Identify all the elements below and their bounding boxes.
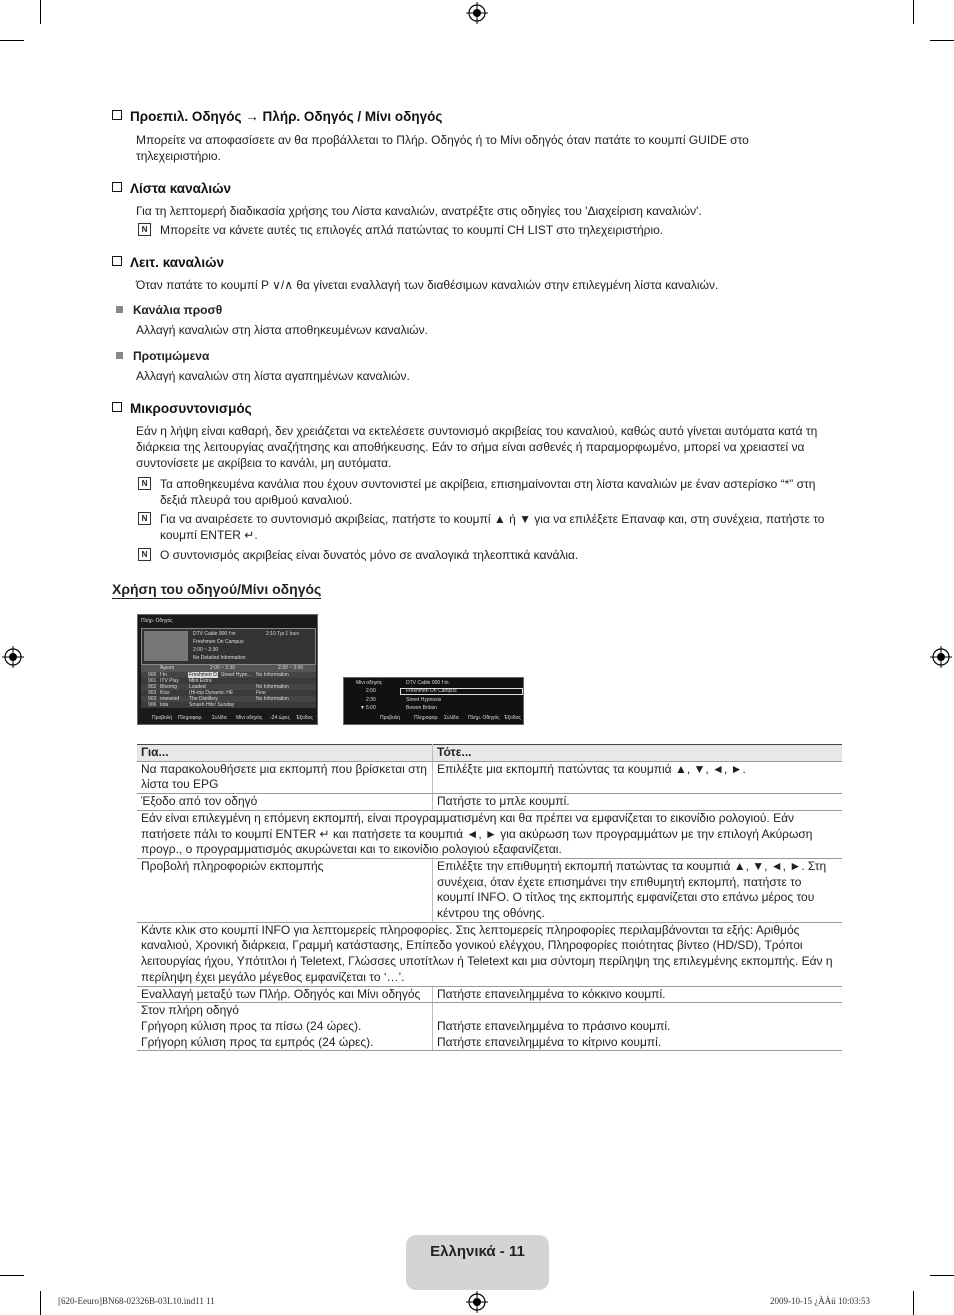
subitem-desc: Αλλαγή καναλιών στη λίστα αποθηκευμένων καναλιών. (136, 323, 428, 337)
mini-guide-footer-item[interactable]: Σελίδα (444, 715, 459, 721)
table-cell: Εναλλαγή μεταξύ των Πλήρ. Οδηγός και Μίνι οδηγός (137, 986, 433, 1003)
guide-row-prog: The Distillery (189, 696, 218, 702)
guide-row-prog: Fine (256, 690, 266, 696)
guide-row-name: ITV Play (160, 678, 179, 684)
registration-mark-icon (2, 646, 24, 668)
full-guide-footer-item[interactable]: Προβολή (152, 715, 173, 721)
subitem-label: Προτιμώμενα (116, 349, 209, 363)
guide-row-num: 903 (148, 690, 157, 696)
mini-guide-screenshot (343, 677, 524, 725)
table-row (137, 1003, 842, 1051)
full-guide-col-time: 2:30 ~ 3:00 (278, 665, 304, 671)
crop-mark (40, 1291, 41, 1315)
mini-guide-footer-item[interactable]: Έξοδος (504, 715, 521, 721)
mini-guide-footer-item[interactable]: Προβολή (380, 715, 401, 721)
section-title-channel-mode: Λειτ. καναλιών (112, 255, 224, 270)
mini-guide-footer-item[interactable]: Πλήρ. Οδηγός (468, 715, 500, 721)
crop-mark (40, 0, 41, 24)
crop-mark (913, 0, 914, 24)
guide-row-name: bda (160, 702, 169, 708)
section-text-channel-list: Για τη λεπτομερή διαδικασία χρήσης του Λίστα καναλιών, ανατρέξτε στις οδηγίες του 'Διαχείριση καναλιών'. (136, 204, 702, 218)
mini-guide-header: Μίνι οδηγός (356, 680, 383, 686)
section-text-guide: Μπορείτε να αποφασίσετε αν θα προβάλλεται το Πλήρ. Οδηγός ή το Μίνι οδηγός όταν πατάτε το κουμπί GUIDE στο τηλεχειριστήριο. (136, 133, 749, 163)
subitem-desc: Αλλαγή καναλιών στη λίστα αγαπημένων καναλιών. (136, 369, 410, 383)
table-cell: Επιλέξτε την επιθυμητή εκπομπή πατώντας τα κουμπιά ▲, ▼, ◄, ►. Στη συνέχεια, όταν έχετε επισημάνει την επιθυμητή εκπομπή, πατήστε το κουμπί INFO. Ο τίτλος της εκπομπής εμφανίζεται στο επάνω μέρος του κέντρου της οθόνης. (433, 858, 843, 922)
table-cell-line: Πατήστε επανειλημμένα το κίτρινο κουμπί. (437, 1034, 662, 1049)
guide-row-prog: No Information (256, 684, 289, 690)
crop-mark (913, 1291, 914, 1315)
table-cell: Προβολή πληροφοριών εκπομπής (137, 858, 433, 922)
guide-row-num: 903 (148, 696, 157, 702)
mini-guide-footer-item[interactable]: Πληροφορ. (414, 715, 439, 721)
table-cell-line: Πατήστε επανειλημμένα το πράσινο κουμπί. (437, 1018, 671, 1033)
table-cell: Να παρακολουθήσετε μια εκπομπή που βρίσκεται στη λίστα του EPG (137, 761, 433, 793)
section-title-fine-tune: Μικροσυντονισμός (112, 401, 252, 416)
full-guide-footer-item[interactable]: Σελίδα (212, 715, 227, 721)
table-cell: Πατήστε επανειλημμένα το κόκκινο κουμπί. (433, 986, 843, 1003)
mini-guide-time: 5:00 (366, 705, 376, 711)
guide-row-num: 906 (148, 702, 157, 708)
guide-row-num: 900 (148, 672, 157, 678)
table-cell: Εάν είναι επιλεγμένη η επόμενη εκπομπή, είναι προγραμματισμένη και θα πρέπει να εμφανίζεται το εικονίδιο ρολογιού. Εάν πατήσετε πάλι το κουμπί ENTER ↵ και πατήσετε τα κουμπιά ◄, ► για ακύρωση των προγραμμάτων με την επιλογή Ακύρωση προγρ., ο προγραμματισμός ακυρώνεται και το εικονίδιο ρολογιού εξαφανίζεται. (137, 810, 842, 858)
subitem-label: Κανάλια προσθ (116, 303, 222, 317)
guide-row-num: 901 (148, 678, 157, 684)
note-fine-tune: N Για να αναιρέσετε το συντονισμό ακριβείας, πατήστε το κουμπί ▲ ή ▼ για να επιλέξετε Επαναφ και, στη συνέχεια, πατήστε το κουμπί ENTER ↵. (136, 511, 836, 543)
full-guide-time: 2:10 Τρι 1 Ιουν (266, 631, 300, 637)
crop-mark (930, 1275, 954, 1276)
mini-guide-time: 2:30 (366, 697, 376, 703)
table-row (137, 858, 842, 922)
guide-row-prog: Street Hypn... (221, 672, 252, 678)
note-icon: N (138, 512, 151, 525)
guide-row-prog: Smash Hits! Sunday (189, 702, 235, 708)
table-row (137, 986, 842, 1003)
registration-mark-icon (466, 2, 488, 24)
table-cell: Πατήστε το μπλε κουμπί. (433, 794, 843, 811)
section-title-guide: Προεπιλ. Οδηγός → Πλήρ. Οδηγός / Μίνι οδηγός (112, 109, 442, 124)
print-date-info: 2009-10-15 ¿ÀÀü 10:03:53 (770, 1296, 870, 1306)
guide-row-prog: Freshmen O... (189, 672, 221, 678)
table-row (137, 794, 842, 811)
table-row (137, 761, 842, 793)
guide-row-name: f tn (160, 672, 167, 678)
table-header-cell: Για... (137, 745, 433, 762)
note-fine-tune: N Τα αποθηκευμένα κανάλια που έχουν συντονιστεί με ακρίβεια, επισημαίνονται στη λίστα καναλιών με έναν αστερίσκο “*” στη δεξιά πλευρά του αριθμού καναλιού. (136, 476, 836, 508)
crop-mark (0, 40, 24, 41)
full-guide-footer-item[interactable]: Έξοδος (296, 715, 313, 721)
preview-thumbnail (144, 631, 188, 661)
table-row (137, 810, 842, 858)
guide-usage-table (137, 744, 842, 1051)
usage-heading: Χρήση του οδηγού/Μίνι οδηγός (112, 581, 322, 597)
full-guide-footer-item[interactable]: -24 ώρες (270, 715, 291, 721)
full-guide-col-time: 2:00 ~ 2:30 (210, 665, 236, 671)
note-icon: N (138, 548, 151, 561)
section-text-channel-mode: Όταν πατάτε το κουμπί P ∨/∧ θα γίνεται εναλλαγή των διαθέσιμων καναλιών στην επιλεγμένη λίστα καναλιών. (136, 278, 719, 292)
guide-row-prog: No Information (256, 696, 289, 702)
full-guide-footer-item[interactable]: Πληροφορ. (178, 715, 203, 721)
full-guide-program: Freshmen On Campus (193, 639, 244, 645)
crop-mark (0, 1275, 24, 1276)
guide-row-prog: No Information (256, 672, 289, 678)
page-number-badge (406, 1235, 549, 1290)
full-guide-col-label: Άμεση (160, 665, 175, 671)
page-number: Ελληνικά - 11 (430, 1243, 525, 1260)
note-fine-tune: N Ο συντονισμός ακριβείας είναι δυνατός μόνο σε αναλογικά τηλεοπτικά κανάλια. (136, 547, 836, 563)
mini-guide-title: Street Hypnosis (406, 697, 442, 703)
section-title-channel-list: Λίστα καναλιών (112, 181, 231, 196)
table-cell-line (437, 1003, 838, 1019)
table-cell-line: Γρήγορη κύλιση προς τα πίσω (24 ώρες). (141, 1018, 362, 1033)
guide-row-prog: Loaded (189, 684, 206, 690)
mini-guide-down-icon: ▼ (360, 705, 365, 711)
full-guide-channel: DTV Cable 900 f tn (193, 631, 236, 637)
crop-mark (930, 40, 954, 41)
guide-row-name: Kiss (160, 690, 170, 696)
note-icon: N (138, 223, 151, 236)
table-cell: Επιλέξτε μια εκπομπή πατώντας τα κουμπιά ▲, ▼, ◄, ►. (433, 761, 843, 793)
table-cell (433, 1003, 843, 1051)
mini-guide-title: Bewon Britain (406, 705, 437, 711)
guide-row-num: 902 (148, 684, 157, 690)
section-text-fine-tune: Εάν η λήψη είναι καθαρή, δεν χρειάζεται να εκτελέσετε συντονισμό ακριβείας του καναλιού, καθώς αυτό γίνεται αυτόματα κατά τη διάρκεια της λειτουργίας αναζήτησης και αποθήκευσης. Εάν το σήμα είναι ασθενές ή παραμορφωμένο, μπορεί να χρειαστεί να συντονίσετε με ακρίβεια το κανάλι, μη αυτόματα. (136, 424, 818, 470)
mini-guide-time: 2:00 (366, 688, 376, 694)
guide-row-name: oneword (160, 696, 180, 702)
note-icon: N (138, 477, 151, 490)
guide-row-prog: (Hi-trip Dynamic HE (189, 690, 234, 696)
table-cell (137, 1003, 433, 1051)
print-file-info: [620-Eeuro]BN68-02326B-03L10.ind11 11 (58, 1296, 215, 1306)
registration-mark-icon (930, 646, 952, 668)
table-cell: Έξοδο από τον οδηγό (137, 794, 433, 811)
note-channel-list: N Μπορείτε να κάνετε αυτές τις επιλογές απλά πατώντας το κουμπί CH LIST στο τηλεχειριστήριο. (136, 222, 836, 238)
table-header-cell: Τότε... (433, 745, 843, 762)
registration-mark-icon (466, 1291, 488, 1313)
guide-row-name: Bloomg (160, 684, 177, 690)
table-cell-line: Στον πλήρη οδηγό (141, 1003, 239, 1018)
mini-guide-channel: DTV Cable 900 f tn (406, 680, 449, 686)
table-header-row (137, 745, 842, 762)
mini-guide-title: Freshmen On Campus (406, 688, 457, 694)
table-cell: Κάντε κλικ στο κουμπί INFO για λεπτομερείς πληροφορίες. Στις λεπτομερείς πληροφορίες περιλαμβάνονται τα εξής: Αριθμός καναλιού, Χρονική διάρκεια, Γραμμή κατάστασης, Επίπεδο γονικού ελέγχου, Πληροφορίες ποιότητας βίντεο (HD/SD), Τρόποι λειτουργίας ήχου, Υπότιτλοι ή Teletext, Γλώσσες υποτίτλων ή Teletext και μια σύντομη περίληψη της επιλεγμένης εκπομπής. Εάν η περίληψη έχει μεγάλο μέγεθος εμφανίζεται το ‘…’. (137, 922, 842, 986)
guide-row-prog: Mint Extra (189, 678, 212, 684)
table-row (137, 922, 842, 986)
full-guide-slot: 2:00 ~ 2:30 (193, 647, 219, 653)
table-cell-line: Γρήγορη κύλιση προς τα εμπρός (24 ώρες). (141, 1034, 374, 1049)
full-guide-screenshot (137, 614, 318, 725)
full-guide-detail: No Detailed Information (193, 655, 246, 661)
full-guide-footer-item[interactable]: Μίνι οδηγός (236, 715, 263, 721)
full-guide-header: Πλήρ. Οδηγός (141, 618, 173, 624)
